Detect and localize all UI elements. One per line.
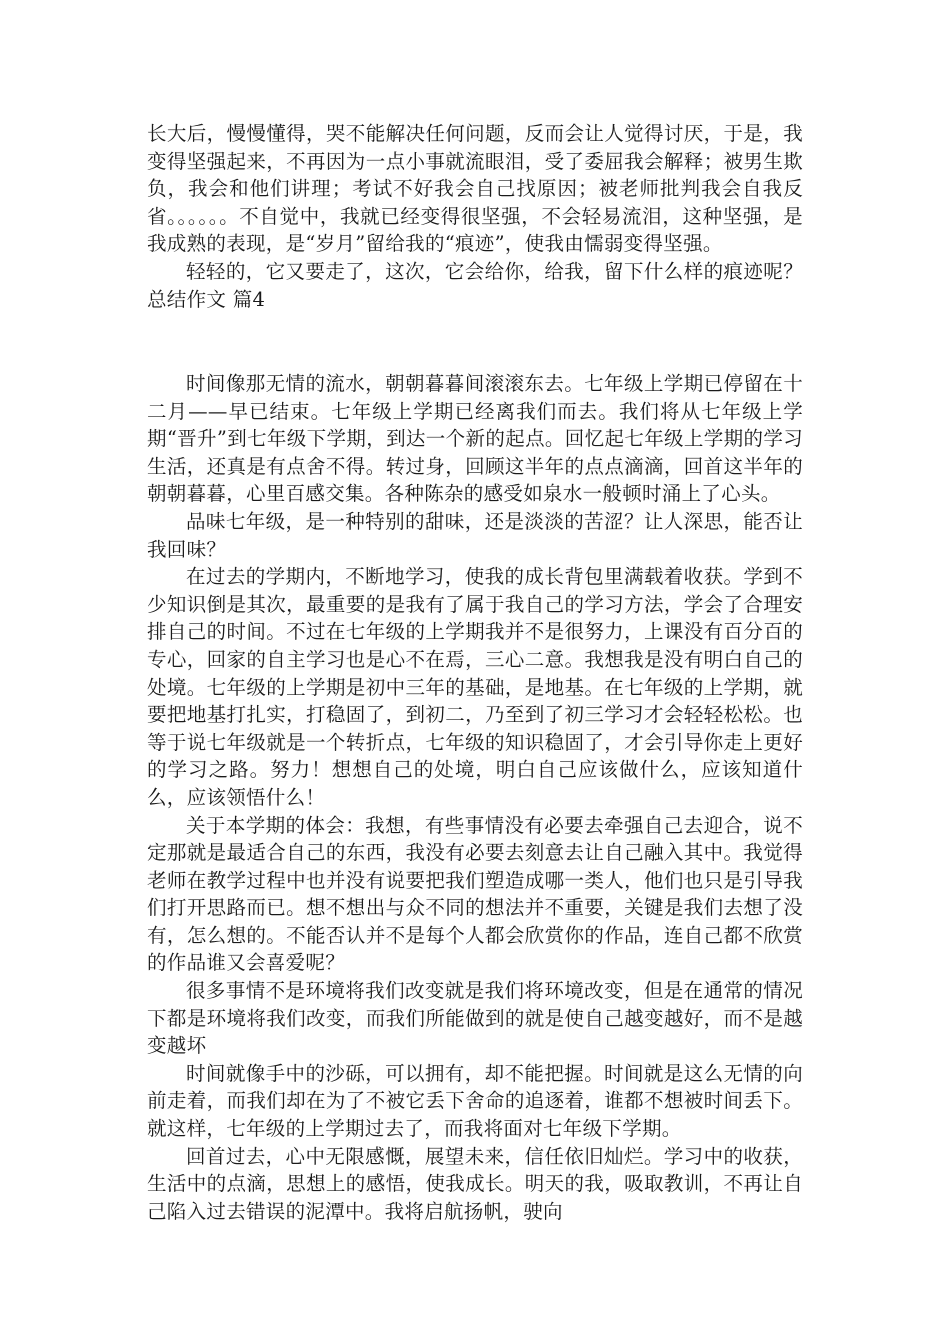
paragraph-learning: 在过去的学期内，不断地学习，使我的成长背包里满载着收获。学到不少知识倒是其次，最重要的是我有了属于我自己的学习方法，学会了合理安排自己的时间。不过在七年级的上学期我并不是很努力，上课没有百分百的专心，回家的自主学习也是心不在焉，三心二意。我想我是没有明白自己的处境。七年级的上学期是初中三年的基础，是地基。在七年级的上学期，就要把地基打扎实，打稳固了，到初二，乃至到了初三学习才会轻轻松松。也等于说七年级就是一个转折点，七年级的知识稳固了，才会引导你走上更好的学习之路。努力！想想自己的处境，明白自己应该做什么，应该知道什么，应该领悟什么！ [147,565,803,809]
paragraph-taste-grade7: 品味七年级，是一种特别的甜味，还是淡淡的苦涩？让人深思，能否让我回味？ [147,509,803,561]
paragraph-growing-up: 长大后，慢慢懂得，哭不能解决任何问题，反而会让人觉得讨厌，于是，我变得坚强起来，不再因为一点小事就流眼泪，受了委屈我会解释；被男生欺负，我会和他们讲理；考试不好我会自己找原因；被老师批判我会自我反省。。。。。。不自觉中，我就已经变得很坚强，不会轻易流泪，这种坚强，是我成熟的表现，是“岁月”留给我的“痕迹”，使我由懦弱变得坚强。 [147,122,803,256]
paragraph-reflection: 关于本学期的体会：我想，有些事情没有必要去牵强自己去迎合，说不定那就是最适合自己的东西，我没有必要去刻意去让自己融入其中。我觉得老师在教学过程中也并没有说要把我们塑造成哪一类人，他们也只是引导我们打开思路而已。想不想出与众不同的想法并不重要，关键是我们去想了没有，怎么想的。不能否认并不是每个人都会欣赏你的作品，连自己都不欣赏的作品谁又会喜爱呢？ [147,813,803,975]
essay-4-section [147,370,803,1225]
top-text-section [147,120,803,313]
paragraph-time-sand: 时间就像手中的沙砾，可以拥有，却不能把握。时间就是这么无情的向前走着，而我们却在为了不被它丢下舍命的追逐着，谁都不想被时间丢下。就这样，七年级的上学期过去了，而我将面对七年级下学期。 [147,1061,803,1141]
paragraph-time-flowing: 时间像那无情的流水，朝朝暮暮间滚滚东去。七年级上学期已停留在十二月——早已结束。七年级上学期已经离我们而去。我们将从七年级上学期“晋升”到七年级下学期，到达一个新的起点。回忆起七年级上学期的学习生活，还真是有点舍不得。转过身，回顾这半年的点点滴滴，回首这半年的朝朝暮暮，心里百感交集。各种陈杂的感受如泉水一般顿时涌上了心头。 [147,372,803,506]
paragraph-environment: 很多事情不是环境将我们改变就是我们将环境改变，但是在通常的情况下都是环境将我们改变，而我们所能做到的就是使自己越变越好，而不是越变越坏 [147,979,803,1058]
paragraph-trace-question: 轻轻的，它又要走了，这次，它会给你，给我，留下什么样的痕迹呢？总结作文 篇4 [147,259,803,311]
paragraph-looking-back: 回首过去，心中无限感慨，展望未来，信任依旧灿烂。学习中的收获，生活中的点滴，思想上的感悟，使我成长。明天的我，吸取教训，不再让自己陷入过去错误的泥潭中。我将启航扬帆，驶向 [147,1144,803,1223]
